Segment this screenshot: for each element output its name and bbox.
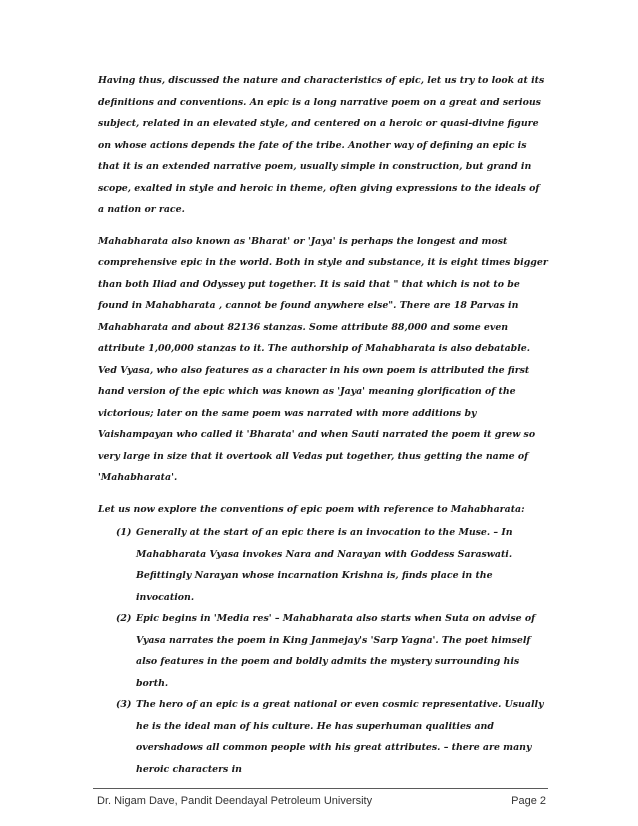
list-item-text: The hero of an epic is a great national or even cosmic representative. Usually he is the ideal man of his culture. He has superhuman qualities and overshadows all common people with his great attributes. – there are many heroic characters in xyxy=(136,699,544,775)
page-body xyxy=(98,70,548,780)
list-item-number: (3) xyxy=(116,699,132,710)
list-item-number: (2) xyxy=(116,613,132,624)
list-item xyxy=(98,608,548,694)
paragraph-conventions-lead: Let us now explore the conventions of epic poem with reference to Mahabharata: xyxy=(98,503,525,515)
conventions-list xyxy=(98,522,548,780)
list-item-number: (1) xyxy=(116,527,132,538)
paragraph-epic-definition: Having thus, discussed the nature and characteristics of epic, let us try to look at its definitions and conventions. An epic is a long narrative poem on a great and serious subject, related in an elevated style, and centered on a heroic or quasi-divine figure on whose actions depends the fate of the tribe. Another way of defining an epic is that it is an extended narrative poem, usually simple in construction, but grand in scope, exalted in style and heroic in theme, often giving expressions to the ideals of a nation or race. xyxy=(98,75,545,215)
footer-author: Dr. Nigam Dave, Pandit Deendayal Petroleum University xyxy=(97,795,373,807)
paragraph-mahabharata-intro: Mahabharata also known as 'Bharat' or 'Jaya' is perhaps the longest and most comprehensive epic in the world. Both in style and substance, it is eight times bigger than both Iliad and Odyssey put together. It is said that " that which is not to be found in Mahabharata , cannot be found anywhere else". There are 18 Parvas in Mahabharata and about 82136 stanzas. Some attribute 88,000 and some even attribute 1,00,000 stanzas to it. The authorship of Mahabharata is also debatable. Ved Vyasa, who also features as a character in his own poem is attributed the first hand version of the epic which was known as 'Jaya' meaning glorification of the victorious; later on the same poem was narrated with more additions by Vaishampayan who called it 'Bharata' and when Sauti narrated the poem it grew so very large in size that it overtook all Vedas put together, thus getting the name of 'Mahabharata'. xyxy=(98,235,548,483)
footer-divider xyxy=(93,788,548,789)
list-item xyxy=(98,694,548,780)
list-item-text: Generally at the start of an epic there is an invocation to the Muse. – In Mahabharata Vyasa invokes Nara and Narayan with Goddess Saraswati. Befittingly Narayan whose incarnation Krishna is, finds place in the invocation. xyxy=(136,527,513,603)
footer-page-number: Page 2 xyxy=(511,795,546,807)
list-item xyxy=(98,522,548,608)
list-item-text: Epic begins in 'Media res' – Mahabharata also starts when Suta on advise of Vyasa narrates the poem in King Janmejay's 'Sarp Yagna'. The poet himself also features in the poem and boldly admits the mystery surrounding his borth. xyxy=(136,613,536,689)
